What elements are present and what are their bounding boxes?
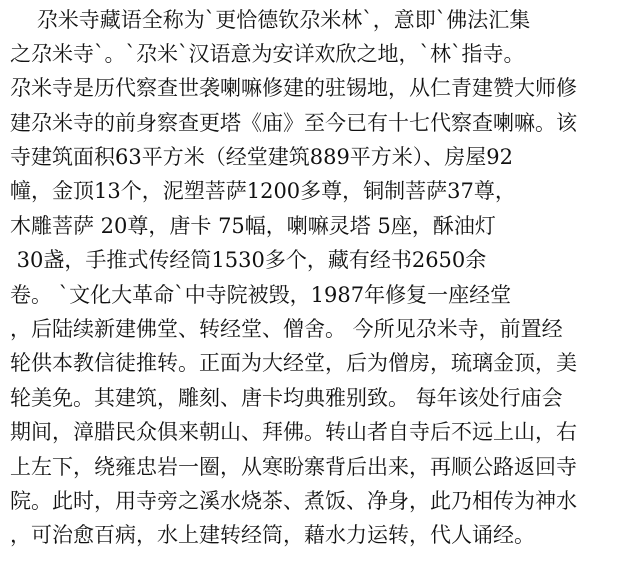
text-line: 建尕米寺的前身察查更塔《庙》至今已有十七代察查喇嘛。该: [10, 111, 577, 135]
text-line: 之尕米寺`。`尕米`汉语意为安详欢欣之地，`林`指寺。: [10, 42, 525, 66]
text-line: 上左下，绕雍忠岩一圈，从寒盼寨背后出来，再顺公路返回寺: [10, 455, 577, 479]
text-line: 期间，漳腊民众俱来朝山、拜佛。转山者自寺后不远上山，右: [10, 420, 577, 444]
text-line: 30盏，手推式传经筒1530多个，藏有经书2650余: [10, 248, 487, 272]
text-line: 轮美免。其建筑，雕刻、唐卡均典雅别致。 每年该处行庙会: [10, 386, 563, 410]
text-line: ，后陆续新建佛堂、转经堂、僧舍。 今所见尕米寺，前置经: [10, 317, 563, 341]
text-line: ，可治愈百病，水上建转经筒，藉水力运转，代人诵经。: [10, 523, 535, 547]
text-line: 寺建筑面积63平方米（经堂建筑889平方米）、房屋92: [10, 145, 514, 169]
text-line: 院。此时，用寺旁之溪水烧茶、煮饭、净身，此乃相传为神水: [10, 489, 577, 513]
text-line: 幢，金顶13个，泥塑菩萨1200多尊，铜制菩萨37尊，: [10, 179, 516, 203]
text-line: 木雕菩萨 20尊，唐卡 75幅，喇嘛灵塔 5座，酥油灯: [10, 214, 496, 238]
text-line: 轮供本教信徒推转。正面为大经堂，后为僧房，琉璃金顶，美: [10, 351, 577, 375]
text-line: 尕米寺是历代察查世袭喇嘛修建的驻锡地，从仁青建赞大师修: [10, 76, 577, 100]
text-line: 尕米寺藏语全称为`更恰德钦尕米林`，意即`佛法汇集: [10, 8, 531, 32]
text-line: 卷。 `文化大革命`中寺院被毁，1987年修复一座经堂: [10, 283, 512, 307]
